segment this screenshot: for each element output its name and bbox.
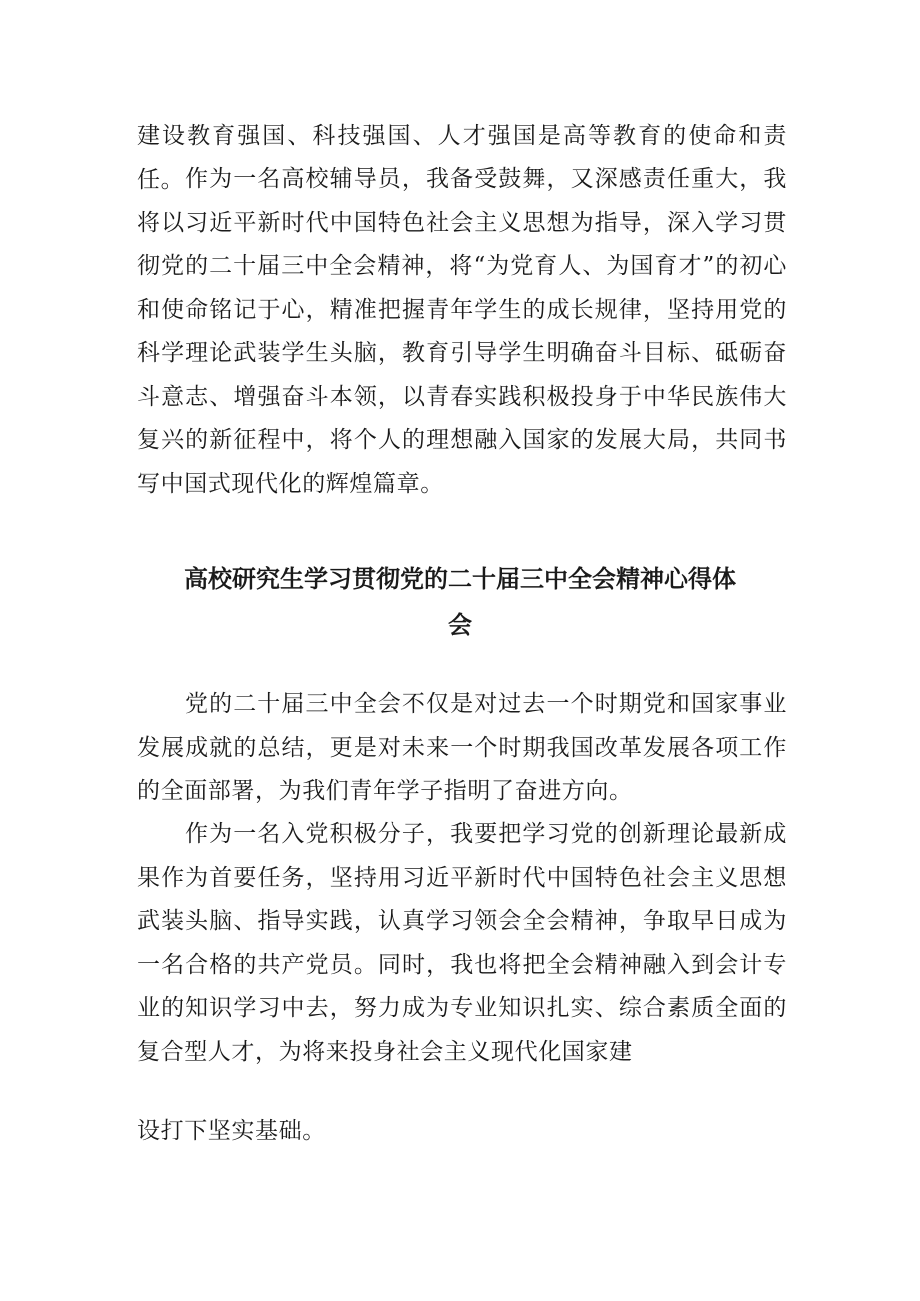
article-title-line-1: 高校研究生学习贯彻党的二十届三中全会精神心得体	[184, 565, 736, 593]
paragraph-tail: 设打下坚实基础。	[137, 1118, 326, 1144]
article-title-line-2: 会	[448, 611, 472, 639]
paragraph-party-activist: 作为一名入党积极分子，我要把学习党的创新理论最新成果作为首要任务，坚持用习近平新时代中国特色社会主义思想武装头脑、指导实践，认真学习领会全会精神，争取早日成为一名合格的共产党员。同时，我也将把全会精神融入到会计专业的知识学习中去，努力成为专业知识扎实、综合素质全面的复合型人才，为将来投身社会主义现代化国家建	[137, 821, 787, 1065]
paragraph-plenary-session: 党的二十届三中全会不仅是对过去一个时期党和国家事业发展成就的总结，更是对未来一个时期我国改革发展各项工作的全面部署，为我们青年学子指明了奋进方向。	[137, 691, 787, 804]
paragraph-counselor: 作为一名高校辅导员，我备受鼓舞，又深感责任重大，我将以习近平新时代中国特色社会主义思想为指导，深入学习贯彻党的二十届三中全会精神，将“为党育人、为国育才”的初心和使命铭记于心，精准把握青年学生的成长规律，坚持用党的科学理论武装学生头脑，教育引导学生明确奋斗目标、砥砺奋斗意志、增强奋斗本领，以青春实践积极投身于中华民族伟大复兴的新征程中，将个人的理想融入国家的发展大局，共同书写中国式现代化的辉煌篇章。	[137, 166, 787, 497]
paragraph-previous-ending: 建设教育强国、科技强国、人才强国是高等教育的使命和责任。	[137, 123, 787, 193]
article-title	[0, 556, 920, 648]
